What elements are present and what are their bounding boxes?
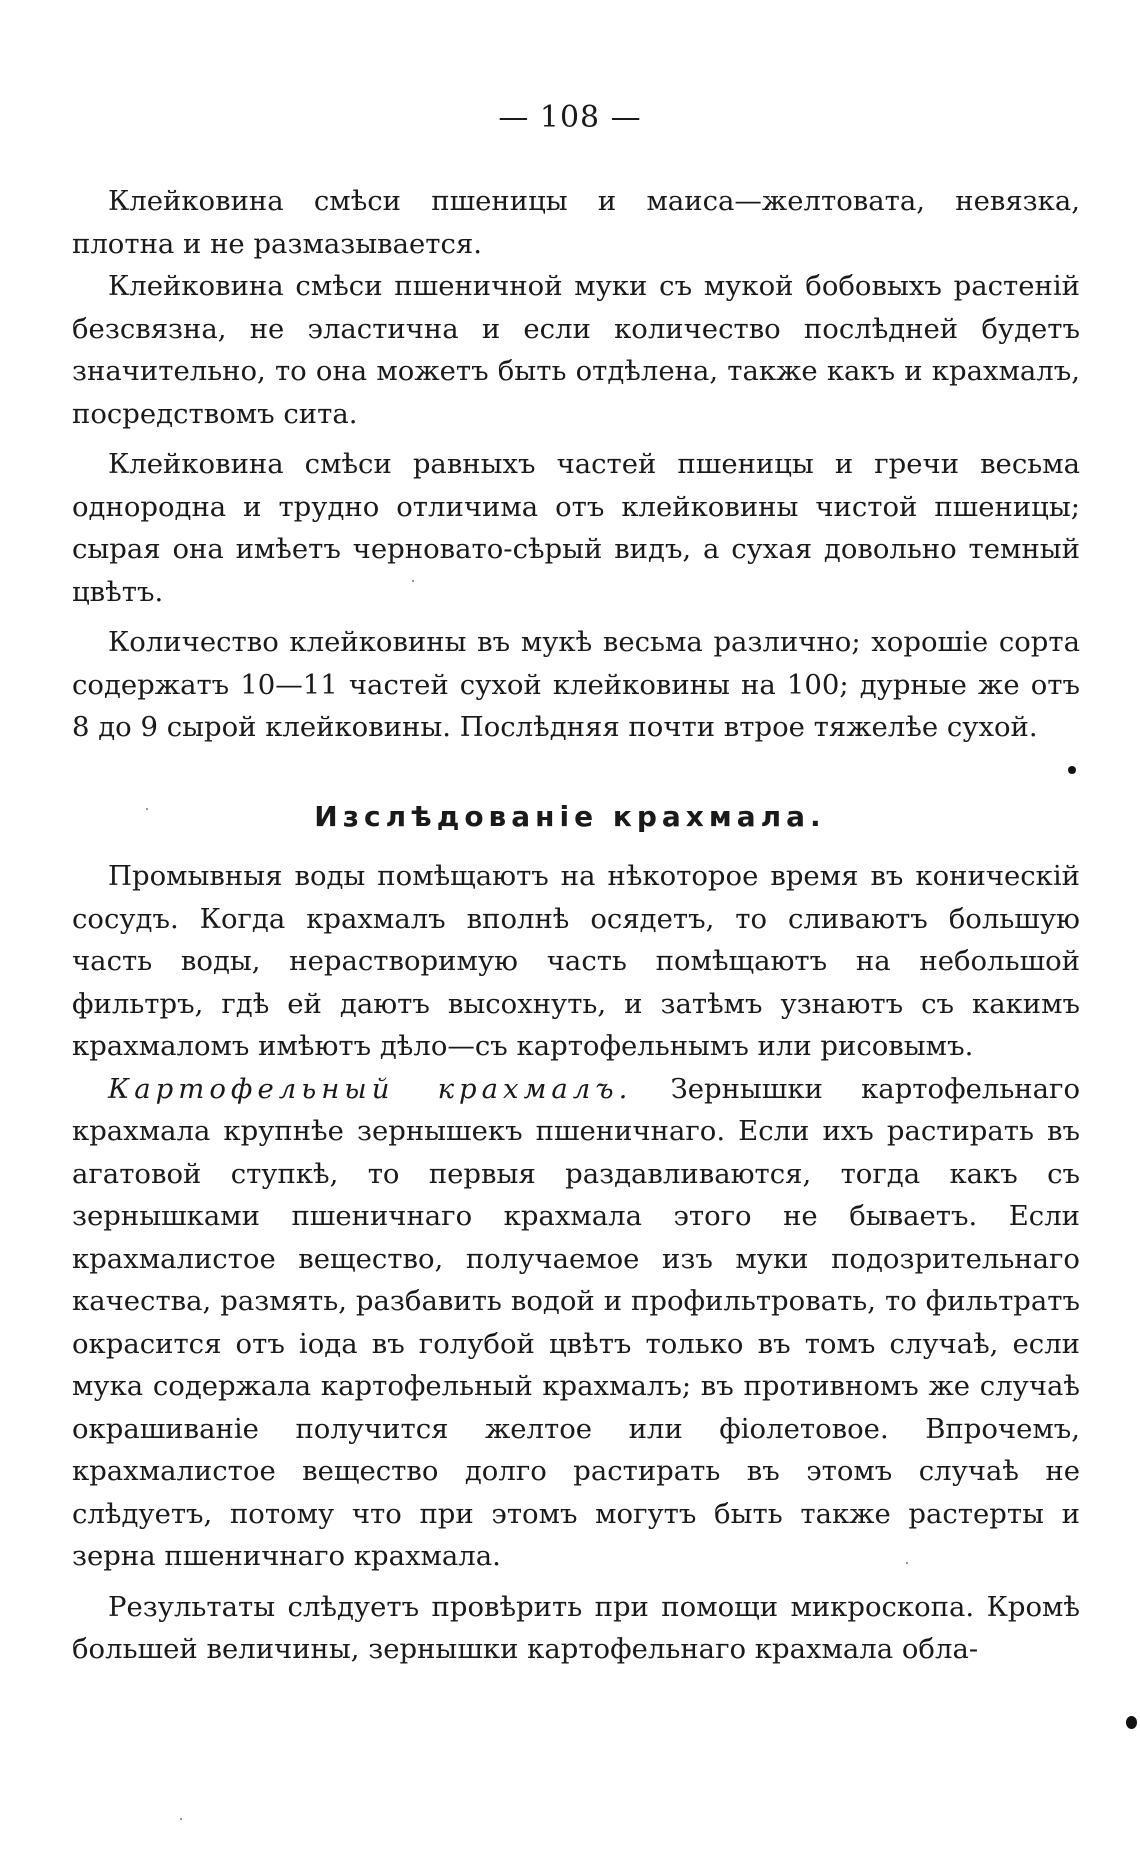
ink-dot-mark — [1126, 1716, 1137, 1729]
paragraph-results: Результаты слѣдуетъ провѣрить при помощи микроскопа. Кромѣ большей величины, зернышки картофельнаго крахмала обла- — [72, 1590, 1080, 1665]
potato-starch-text: Зернышки картофельнаго крахмала крупнѣе зернышекъ пшеничнаго. Если ихъ растирать въ агатовой ступкѣ, то первыя раздавливаются, тогда какъ съ зернышками пшеничнаго крахмала этого не бываетъ. Если крахмалистое вещество, получаемое изъ муки подозрительнаго качества, размять, разбавить водой и профильтровать, то фильтратъ окрасится отъ іода въ голубой цвѣтъ только въ томъ случаѣ, если мука содержала картофельный крахмалъ; въ противномъ же случаѣ окрашиваніе получится желтое или фіолетовое. Впрочемъ, крахмалистое вещество долго растирать въ этомъ случаѣ не слѣдуетъ, потому что при этомъ могутъ быть также растерты и зерна пшеничнаго крахмала. — [72, 1072, 1080, 1572]
paragraph-gap — [72, 613, 1080, 621]
page-number: — 108 — — [498, 100, 642, 135]
text-block-before-heading — [72, 180, 1080, 749]
text-block-starch — [72, 855, 1080, 1671]
paragraph-potato-starch — [72, 1068, 1080, 1578]
ink-dot-mark — [1068, 766, 1076, 774]
paragraph-gluten-maize: Клейковина смѣси пшеницы и маиса—желтовата, невязка, плотна и не размазывается. — [72, 185, 1080, 260]
paragraph-gluten-buckwheat: Клейковина смѣси равныхъ частей пшеницы и гречи весьма однородна и трудно отличима отъ клейковины чистой пшеницы; сырая она имѣетъ черновато-сѣрый видъ, а сухая довольно темный цвѣтъ. — [72, 448, 1080, 608]
paragraph-gluten-quantity: Количество клейковины въ мукѣ весьма различно; хорошіе сорта содержатъ 10—11 частей сухой клейковины на 100; дурные же отъ 8 до 9 сырой клейковины. Послѣдняя почти втрое тяжелѣе сухой. — [72, 626, 1080, 743]
section-heading: Изслѣдованіе крахмала. — [314, 800, 826, 833]
potato-starch-term: Картофельный крахмалъ. — [108, 1072, 633, 1105]
paragraph-gluten-legumes: Клейковина смѣси пшеничной муки съ мукой бобовыхъ растеній безсвязна, не эластична и если количество послѣдней будетъ значительно, то она можетъ быть отдѣлена, также какъ и крахмалъ, посредствомъ сита. — [72, 270, 1080, 430]
paper-speck — [412, 580, 414, 582]
paragraph-gap — [72, 1578, 1080, 1586]
paragraph-washing-water: Промывныя воды помѣщаютъ на нѣкоторое время въ коническій сосудъ. Когда крахмалъ вполнѣ осядетъ, то сливаютъ большую часть воды, нерастворимую часть помѣщаютъ на небольшой фильтръ, гдѣ ей даютъ высохнуть, и затѣмъ узнаютъ съ какимъ крахмаломъ имѣютъ дѣло—съ картофельнымъ или рисовымъ. — [72, 860, 1080, 1062]
paragraph-gap — [72, 435, 1080, 443]
paper-speck — [146, 808, 148, 810]
paper-speck — [906, 1562, 908, 1564]
paper-speck — [180, 1818, 182, 1820]
